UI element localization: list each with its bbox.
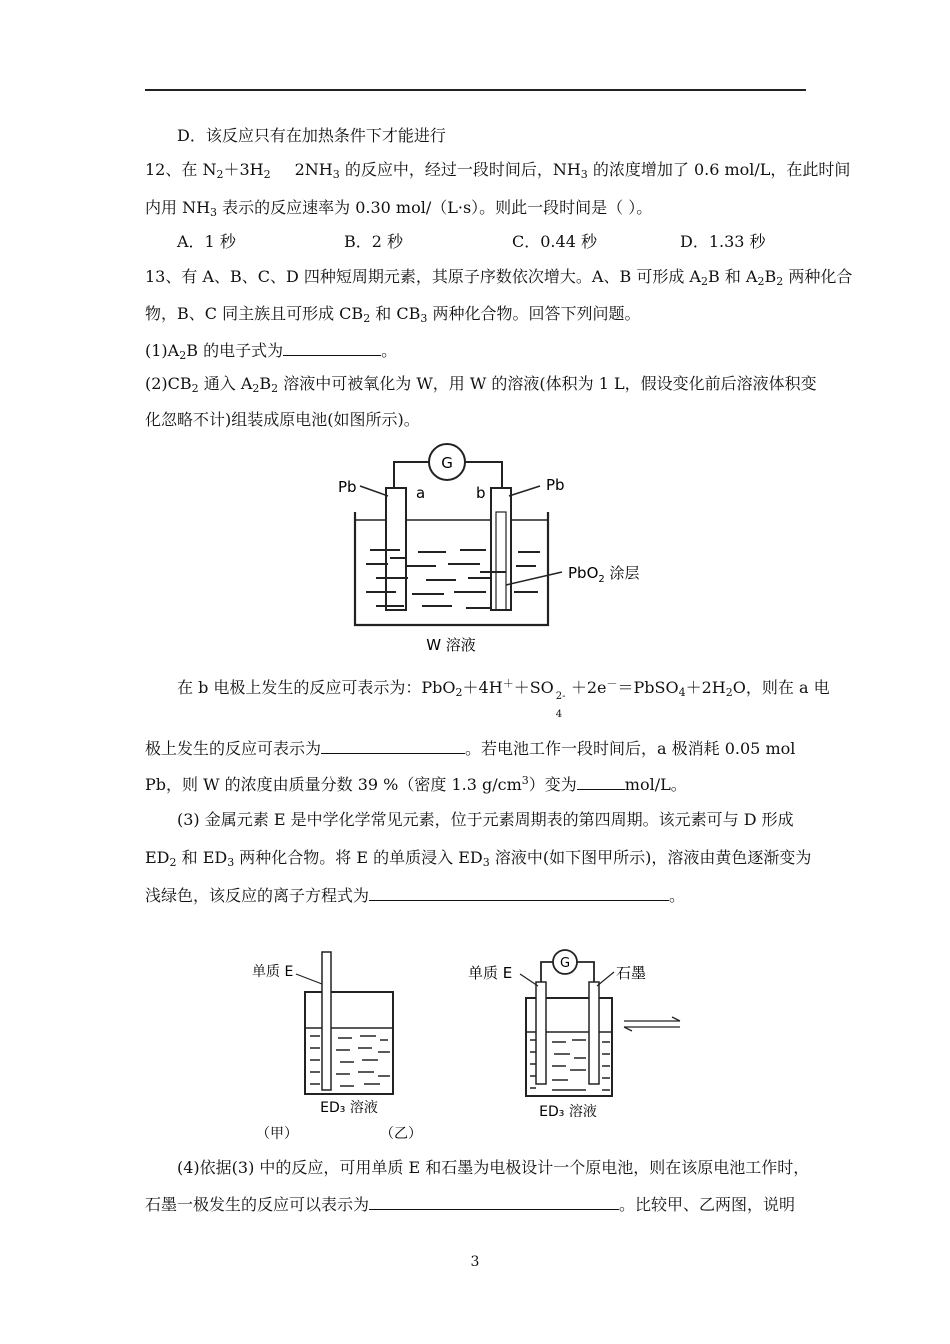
answer-blank[interactable] xyxy=(369,1194,619,1210)
q13-part4-line1: (4)依据(3) 中的反应，可用单质 E 和石墨为电极设计一个原电池，则在该原电池工作时， xyxy=(177,1158,810,1177)
q13-part2-line1: $(2)CB_2$ 通入 $A_2B_2$ 溶液中可被氧化为 W，用 W 的溶液(体积为 1 L，假设变化前后溶液体积变 xyxy=(145,374,817,395)
q13-part4-line2: 石墨一极发生的反应可以表示为 。比较甲、乙两图，说明 xyxy=(145,1195,796,1214)
q13-line2: 物，B、C 同主族且可形成 $CB_2$ 和 $CB_3$ 两种化合物。回答下列问题。 xyxy=(145,304,641,325)
answer-blank[interactable] xyxy=(577,774,625,790)
answer-blank[interactable] xyxy=(321,738,465,754)
q12-option-c: C．0.44 秒 xyxy=(512,232,597,251)
yi-galvanometer-label: G xyxy=(559,956,571,971)
q12-option-a: A．1 秒 xyxy=(177,232,236,251)
q13-concentration-question: Pb，则 W 的浓度由质量分数 39 %（密度 1.3 $g/cm^3$）变为 mol/L。 xyxy=(145,774,687,794)
w-solution-label: W 溶液 xyxy=(426,636,476,654)
q12-line2: 内用 $NH_3$ 表示的反应速率为 0.30 mol/（L·s）。则此一段时间是（ ）。 xyxy=(145,198,653,219)
header-rule xyxy=(145,89,806,91)
q13-line1: 13、有 A、B、C、D 四种短周期元素，其原子序数依次增大。A、B 可形成 $A_2B$ 和 $A_2B_2$ 两种化合 xyxy=(145,267,853,288)
q13-part3-line1: (3) 金属元素 E 是中学化学常见元素，位于元素周期表的第四周期。该元素可与 D 形成 xyxy=(177,810,794,829)
yi-caption: （乙） xyxy=(380,1126,422,1142)
equilibrium-arrow-icon xyxy=(624,1017,680,1031)
answer-blank[interactable] xyxy=(369,885,669,901)
q12-line1: 12、在 $N_2+3H_2$ $2NH_3$ 的反应中，经过一段时间后，$NH_3$ 的浓度增加了 0.6 mol/L，在此时间 xyxy=(145,160,851,181)
q13-electrode-a-question: 极上发生的反应可表示为 。若电池工作一段时间后，a 极消耗 0.05 mol xyxy=(145,739,796,758)
jia-electrode-label: 单质 E xyxy=(252,964,294,980)
yi-solution-label: ED₃ 溶液 xyxy=(539,1104,597,1120)
lead-battery-figure xyxy=(330,440,660,660)
yi-electrode-label: 单质 E xyxy=(468,964,513,982)
q13-part1: $(1)A_2B$ 的电子式为 。 xyxy=(145,341,398,362)
pbo2-coating-label: PbO$_2$ 涂层 xyxy=(568,564,640,585)
option-d-previous: D．该反应只有在加热条件下才能进行 xyxy=(177,126,446,145)
q13-part3-line2: $ED_2$ 和 $ED_3$ 两种化合物。将 E 的单质浸入 $ED_3$ 溶液中(如下图甲所示)，溶液由黄色逐渐变为 xyxy=(145,848,812,869)
figure-yi xyxy=(380,950,680,1142)
q13-electrode-b-reaction: 在 b 电极上发生的反应可表示为：PbO$_2$＋4H＋＋SO 2- 4 $+2e^-=PbSO_4+2H_2O$，则在 a 电 xyxy=(177,677,830,720)
electrode-b-label: b xyxy=(476,484,486,502)
q12-option-b: B．2 秒 xyxy=(344,232,404,251)
galvanometer-label: G xyxy=(441,454,453,472)
ed3-figures xyxy=(240,940,710,1150)
electrode-a-label: a xyxy=(416,484,426,502)
jia-caption: （甲） xyxy=(256,1126,298,1142)
right-pb-label: Pb xyxy=(546,476,565,494)
left-pb-label: Pb xyxy=(338,478,357,496)
q13-part3-line3: 浅绿色，该反应的离子方程式为 。 xyxy=(145,886,686,905)
page-number: 3 xyxy=(470,1254,480,1270)
figure-jia xyxy=(252,952,393,1142)
q13-part2-line2: 化忽略不计)组装成原电池(如图所示)。 xyxy=(145,410,420,429)
q12-option-d: D．1.33 秒 xyxy=(680,232,766,251)
jia-solution-label: ED₃ 溶液 xyxy=(320,1100,378,1116)
yi-graphite-label: 石墨 xyxy=(616,964,647,982)
answer-blank[interactable] xyxy=(283,340,381,356)
